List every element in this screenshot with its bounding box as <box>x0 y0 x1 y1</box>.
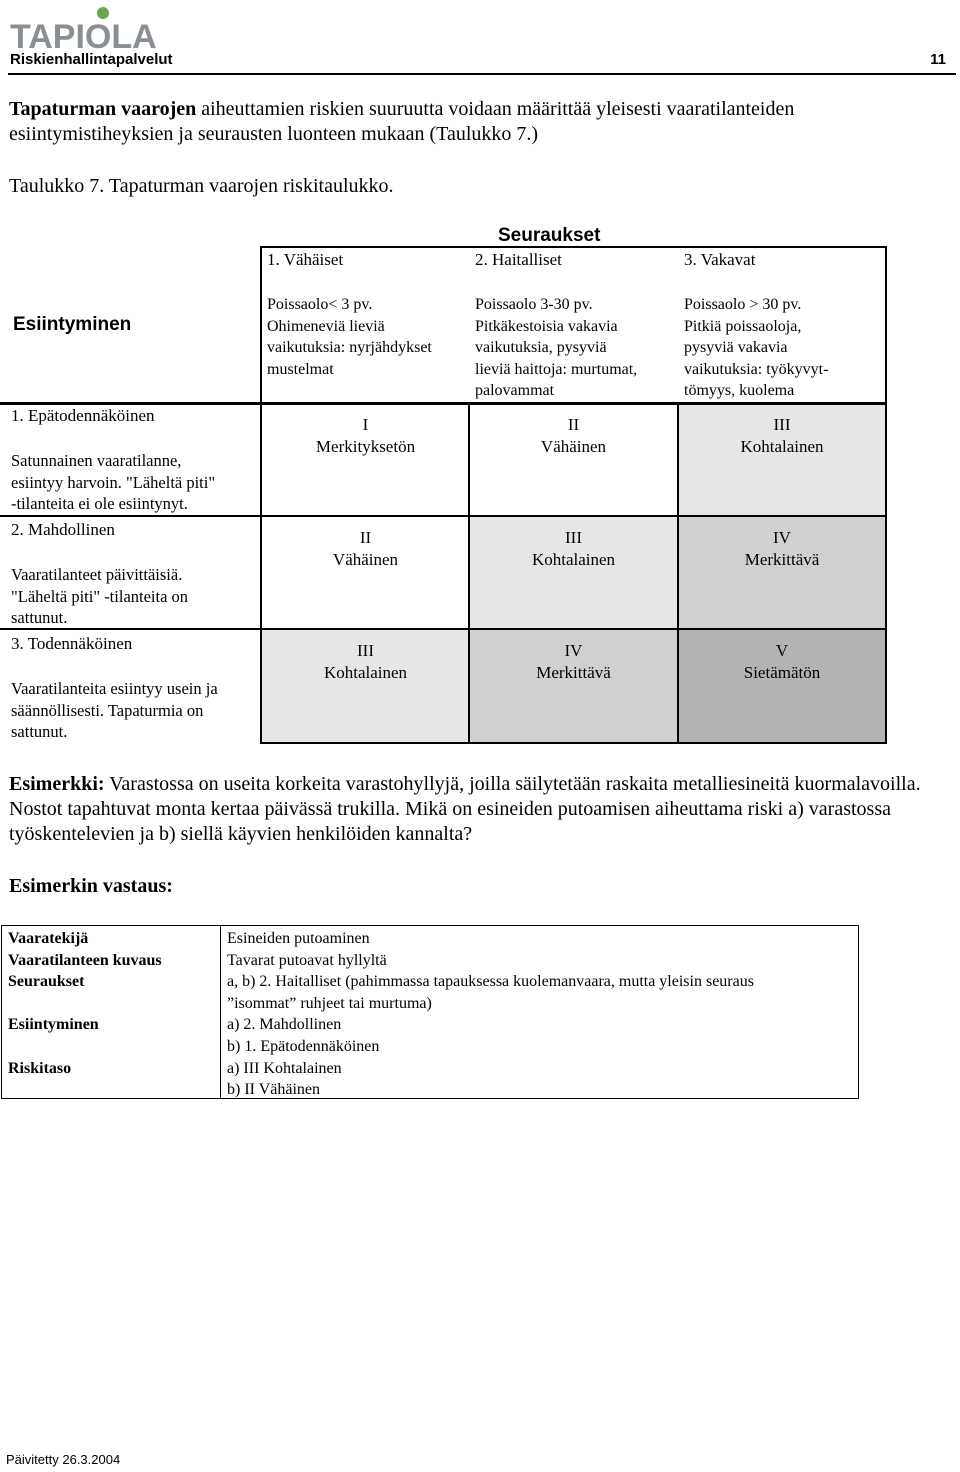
example-paragraph <box>9 772 929 847</box>
occurrence-title-2: 2. Mahdollinen <box>11 520 115 539</box>
risk-cell-2-1: II Vähäinen <box>262 517 469 630</box>
consequence-title-2: 2. Haitalliset <box>475 250 562 269</box>
answer-label <box>8 1036 213 1058</box>
header-divider <box>8 73 956 75</box>
intro-bold: Tapaturman vaarojen <box>9 98 197 120</box>
consequence-desc-1: Poissaolo< 3 pv. Ohimeneviä lieviä vaikutuksia: nyrjähdykset mustelmat <box>267 296 432 378</box>
table-line <box>677 404 679 744</box>
answer-label: Vaaratekijä <box>8 930 89 947</box>
answer-label: Riskitaso <box>8 1059 72 1077</box>
consequence-desc-2: Poissaolo 3-30 pv. Pitkäkestoisia vakavia vaikutuksia, pysyviä lieviä haittoja: murtumat, palovammat <box>475 296 638 399</box>
answer-label: Seuraukset <box>8 973 85 991</box>
risk-cell-2-2: III Kohtalainen <box>469 517 678 630</box>
answer-label <box>8 993 213 1015</box>
answer-value: a) III Kohtalainen <box>227 1059 342 1077</box>
table-line <box>260 246 262 744</box>
intro-rest: aiheuttamien riskien suuruutta voidaan määrittää yleisesti vaaratilanteiden esiintymistiheyksien ja seurausten luonteen mukaan (Taulukko 7.) <box>9 98 795 145</box>
table-line <box>260 246 887 248</box>
consequence-title-1: 1. Vähäiset <box>267 250 344 269</box>
footer-updated: Päivitetty 26.3.2004 <box>6 1452 121 1467</box>
tapiola-logo <box>10 4 180 50</box>
risk-cell-1-1: I Merkityksetön <box>262 404 469 517</box>
logo-text: TAPIOLA <box>10 18 157 50</box>
risk-cell-3-1: III Kohtalainen <box>262 630 469 743</box>
answer-label: Vaaratilanteen kuvaus <box>8 951 162 969</box>
occurrence-title-1: 1. Epätodennäköinen <box>11 406 155 425</box>
occurrence-heading: Esiintyminen <box>13 314 132 335</box>
risk-cell-3-2: IV Merkittävä <box>469 630 678 743</box>
table-line <box>0 628 887 630</box>
table-line <box>0 402 887 405</box>
answer-values <box>227 928 855 1101</box>
page-number: 11 <box>930 51 946 68</box>
occurrence-desc-1: Satunnainen vaaratilanne, esiintyy harvoin. "Läheltä piti" -tilanteita ei ole esiintynyt. <box>11 451 216 513</box>
answer-value: Tavarat putoavat hyllyltä <box>227 951 387 969</box>
table-line <box>885 246 887 744</box>
answer-value: b) 1. Epätodennäköinen <box>227 1037 380 1055</box>
answer-table-divider <box>220 925 221 1099</box>
risk-cell-1-2: II Vähäinen <box>469 404 678 517</box>
example-label: Esimerkki: <box>9 773 105 795</box>
answer-label: Esiintyminen <box>8 1016 99 1034</box>
risk-cell-1-3: III Kohtalainen <box>678 404 886 517</box>
intro-paragraph <box>9 97 939 147</box>
answer-heading: Esimerkin vastaus: <box>9 875 173 897</box>
consequences-heading: Seuraukset <box>498 225 601 246</box>
consequence-title-3: 3. Vakavat <box>684 250 756 269</box>
risk-cell-2-3: IV Merkittävä <box>678 517 886 630</box>
answer-value: a, b) 2. Haitalliset (pahimmassa tapauksessa kuolemanvaara, mutta yleisin seuraus <box>227 973 754 991</box>
answer-value: Esineiden putoaminen <box>227 930 370 947</box>
occurrence-desc-2: Vaaratilanteet päivittäisiä. "Läheltä piti" -tilanteita on sattunut. <box>11 565 189 627</box>
table-caption: Taulukko 7. Tapaturman vaarojen riskitaulukko. <box>9 175 394 197</box>
answer-value: b) II Vähäinen <box>227 1081 320 1099</box>
consequence-desc-3: Poissaolo > 30 pv. Pitkiä poissaoloja, pysyviä vakavia vaikutuksia: työkyvyt- tömyys, kuolema <box>684 296 829 399</box>
header-section-title: Riskienhallintapalvelut <box>10 51 173 68</box>
answer-value: ”isommat” ruhjeet tai murtuma) <box>227 994 432 1012</box>
table-line <box>468 404 470 744</box>
occurrence-desc-3: Vaaratilanteita esiintyy usein ja säännöllisesti. Tapaturmia on sattunut. <box>11 679 218 741</box>
answer-value: a) 2. Mahdollinen <box>227 1016 342 1034</box>
table-line <box>260 742 887 744</box>
answer-labels <box>8 928 213 1079</box>
example-body: Varastossa on useita korkeita varastohyllyjä, joilla säilytetään raskaita metalliesineitä kuormalavoilla. Nostot tapahtuvat monta kertaa päivässä trukilla. Mikä on esineiden putoamisen aiheuttama riski a) varastossa työskentelevien ja b) siellä käyvien henkilöiden kannalta? <box>9 773 921 845</box>
table-line <box>0 515 887 517</box>
occurrence-title-3: 3. Todennäköinen <box>11 634 133 653</box>
risk-cell-3-3: V Sietämätön <box>678 630 886 743</box>
